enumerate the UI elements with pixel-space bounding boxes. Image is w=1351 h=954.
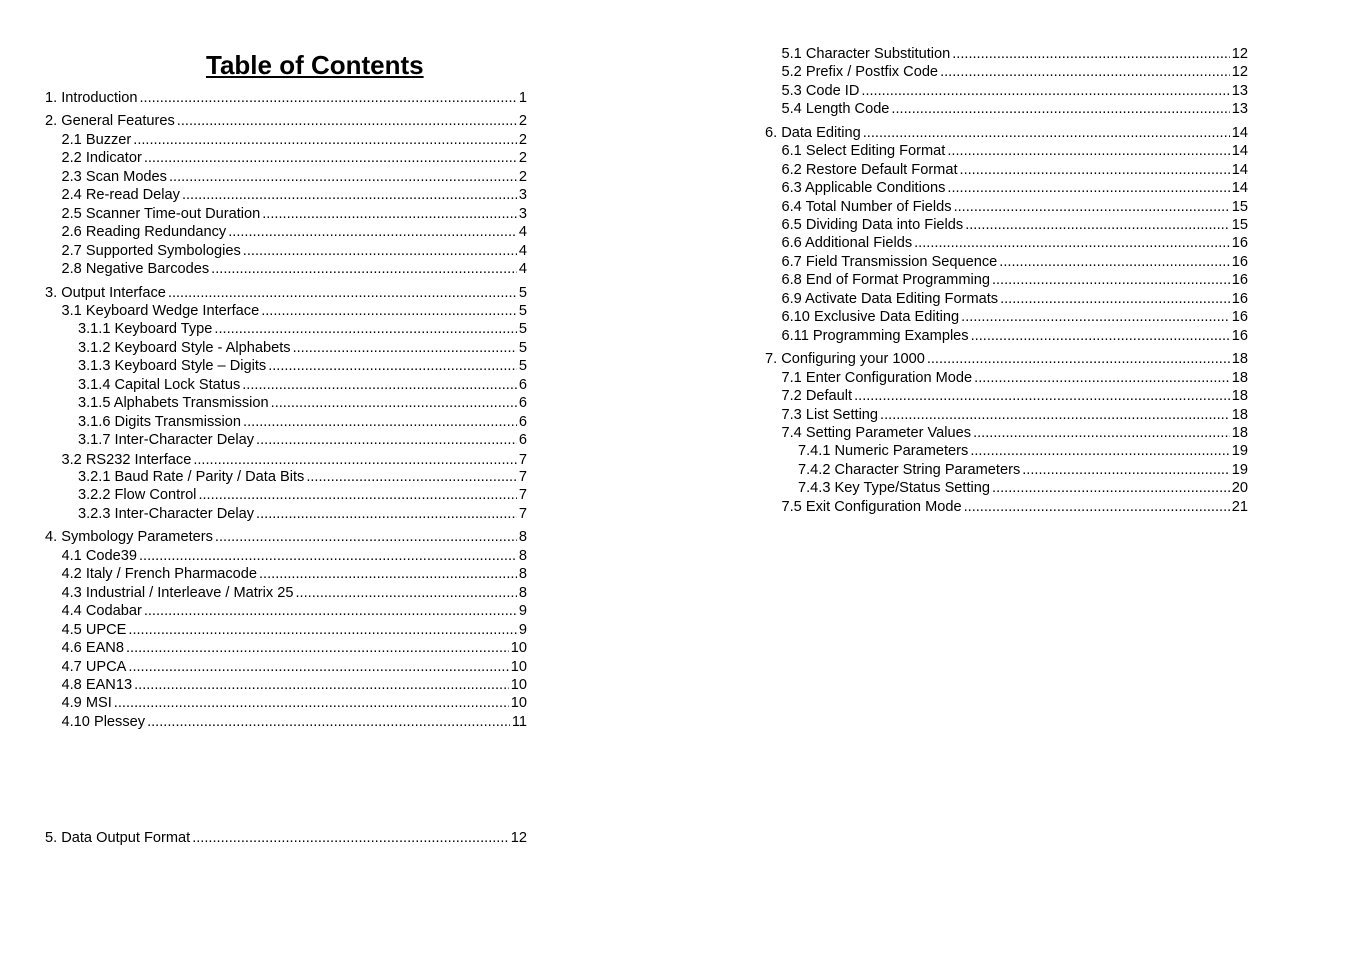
toc-entry-label: 3.2.2 Flow Control xyxy=(78,487,197,503)
toc-entry xyxy=(782,253,1249,271)
toc-entry-page-number: 10 xyxy=(510,677,527,693)
toc-entry-label: 4.6 EAN8 xyxy=(61,640,124,656)
toc-entry-page-number: 8 xyxy=(518,585,527,601)
toc-entry-page-number: 1 xyxy=(518,90,527,106)
toc-entry xyxy=(782,234,1249,252)
toc-entry-page-number: 5 xyxy=(518,340,527,356)
toc-entry-page-number: 2 xyxy=(518,132,527,148)
toc-entry xyxy=(782,271,1249,289)
toc-entry-label: 6.3 Applicable Conditions xyxy=(781,180,946,196)
toc-entry xyxy=(782,424,1249,442)
toc-entry-label: 2.3 Scan Modes xyxy=(61,169,167,185)
toc-entry-page-number: 5 xyxy=(518,303,527,319)
dot-leader xyxy=(992,271,1230,289)
dot-leader xyxy=(999,253,1229,271)
dot-leader xyxy=(974,369,1230,387)
dot-leader xyxy=(891,100,1229,118)
toc-entry-page-number: 18 xyxy=(1231,407,1248,423)
toc-entry-label: 2.5 Scanner Time-out Duration xyxy=(61,206,261,222)
toc-entry-page-number: 8 xyxy=(518,566,527,582)
toc-entry-label: 6.1 Select Editing Format xyxy=(781,143,946,159)
toc-entry-page-number: 14 xyxy=(1231,125,1248,141)
toc-entry-page-number: 14 xyxy=(1231,162,1248,178)
toc-entry-label: 4. Symbology Parameters xyxy=(45,529,213,545)
toc-entry-page-number: 19 xyxy=(1231,462,1248,478)
toc-entry-label: 3.1.4 Capital Lock Status xyxy=(78,377,241,393)
toc-entry-label: 3.1.1 Keyboard Type xyxy=(78,321,213,337)
toc-entry-page-number: 16 xyxy=(1231,328,1248,344)
toc-entry-page-number: 7 xyxy=(518,487,527,503)
toc-entry-label: 7. Configuring your 1000 xyxy=(765,351,925,367)
toc-entry-label: 4.4 Codabar xyxy=(61,603,142,619)
toc-entry-label: 3.2.1 Baud Rate / Parity / Data Bits xyxy=(78,469,305,485)
toc-entry-label: 3.1.2 Keyboard Style - Alphabets xyxy=(78,340,291,356)
toc-entry xyxy=(782,45,1249,63)
toc-entry-label: 3.1.5 Alphabets Transmission xyxy=(78,395,269,411)
toc-entry xyxy=(798,479,1248,497)
toc-entry-label: 4.8 EAN13 xyxy=(61,677,133,693)
toc-entry-label: 6.11 Programming Examples xyxy=(781,328,969,344)
toc-entry xyxy=(765,350,1248,368)
toc-entry-label: 3.1 Keyboard Wedge Interface xyxy=(61,303,260,319)
toc-entry-page-number: 19 xyxy=(1231,443,1248,459)
dot-leader xyxy=(970,442,1229,460)
toc-entry-label: 4.1 Code39 xyxy=(61,548,137,564)
toc-entry-label: 5.2 Prefix / Postfix Code xyxy=(781,64,939,80)
toc-entry-page-number: 4 xyxy=(518,224,527,240)
toc-entry-label: 7.2 Default xyxy=(781,388,853,404)
dot-leader xyxy=(1000,290,1230,308)
dot-leader xyxy=(854,387,1230,405)
toc-entry-label: 3.2.3 Inter-Character Delay xyxy=(78,506,255,522)
toc-entry-label: 2.6 Reading Redundancy xyxy=(61,224,227,240)
dot-leader xyxy=(880,406,1230,424)
toc-entry-page-number: 10 xyxy=(510,695,527,711)
toc-entry-page-number: 14 xyxy=(1231,180,1248,196)
toc-entry-label: 1. Introduction xyxy=(45,90,138,106)
toc-entry-page-number: 16 xyxy=(1231,235,1248,251)
toc-entry-label: 5.4 Length Code xyxy=(781,101,890,117)
toc-entry-page-number: 5 xyxy=(518,358,527,374)
toc-entry-page-number: 16 xyxy=(1231,309,1248,325)
toc-entry-page-number: 12 xyxy=(510,830,527,846)
dot-leader xyxy=(952,45,1230,63)
dot-leader xyxy=(992,479,1230,497)
dot-leader xyxy=(940,63,1230,81)
toc-entry-label: 3.2 RS232 Interface xyxy=(61,452,192,468)
dot-leader xyxy=(863,124,1230,142)
dot-leader xyxy=(954,198,1230,216)
toc-entry-label: 6.7 Field Transmission Sequence xyxy=(781,254,998,270)
toc-entry-page-number: 8 xyxy=(518,548,527,564)
dot-leader xyxy=(971,327,1230,345)
toc-entry-page-number: 6 xyxy=(518,414,527,430)
toc-entry xyxy=(765,124,1248,142)
toc-entry xyxy=(782,179,1249,197)
toc-entry-page-number: 9 xyxy=(518,622,527,638)
dot-leader xyxy=(947,179,1229,197)
toc-entry-page-number: 8 xyxy=(518,529,527,545)
toc-entry-page-number: 3 xyxy=(518,187,527,203)
dot-leader xyxy=(914,234,1230,252)
toc-entry-label: 7.3 List Setting xyxy=(781,407,879,423)
toc-entry-label: 4.3 Industrial / Interleave / Matrix 25 xyxy=(61,585,294,601)
toc-entry-label: 5.3 Code ID xyxy=(781,83,860,99)
toc-entry-page-number: 6 xyxy=(518,432,527,448)
toc-entry xyxy=(782,290,1249,308)
toc-entry-page-number: 18 xyxy=(1231,370,1248,386)
toc-entry-page-number: 16 xyxy=(1231,272,1248,288)
toc-entry-label: 6.2 Restore Default Format xyxy=(781,162,958,178)
dot-leader xyxy=(973,424,1230,442)
toc-entry-label: 6. Data Editing xyxy=(765,125,861,141)
toc-entry-page-number: 15 xyxy=(1231,199,1248,215)
toc-entry xyxy=(782,216,1249,234)
toc-entry xyxy=(782,387,1249,405)
dot-leader xyxy=(960,161,1230,179)
toc-entry-label: 6.10 Exclusive Data Editing xyxy=(781,309,960,325)
toc-entry-label: 5.1 Character Substitution xyxy=(781,46,951,62)
toc-entry xyxy=(782,100,1249,118)
toc-entry-page-number: 10 xyxy=(510,640,527,656)
toc-entry-page-number: 18 xyxy=(1231,351,1248,367)
dot-leader xyxy=(1022,461,1230,479)
toc-entry-label: 6.4 Total Number of Fields xyxy=(781,199,952,215)
toc-entry-page-number: 4 xyxy=(518,261,527,277)
toc-entry xyxy=(782,498,1249,516)
toc-entry-page-number: 5 xyxy=(518,285,527,301)
toc-entry-page-number: 18 xyxy=(1231,425,1248,441)
toc-entry-page-number: 2 xyxy=(518,150,527,166)
dot-leader xyxy=(961,308,1230,326)
toc-entry-label: 7.4 Setting Parameter Values xyxy=(781,425,972,441)
dot-leader xyxy=(965,216,1230,234)
toc-entry xyxy=(782,198,1249,216)
toc-entry-page-number: 11 xyxy=(511,714,527,730)
toc-entry xyxy=(782,161,1249,179)
toc-entry-label: 3. Output Interface xyxy=(45,285,166,301)
toc-entry-page-number: 12 xyxy=(1231,46,1248,62)
toc-entry-page-number: 6 xyxy=(518,377,527,393)
toc-entry-page-number: 4 xyxy=(518,243,527,259)
toc-entry-label: 5. Data Output Format xyxy=(45,830,191,846)
toc-entry-page-number: 16 xyxy=(1231,291,1248,307)
toc-entry-page-number: 9 xyxy=(518,603,527,619)
toc-entry-label: 4.2 Italy / French Pharmacode xyxy=(61,566,257,582)
toc-entry-label: 6.5 Dividing Data into Fields xyxy=(781,217,964,233)
toc-entry-label: 2.1 Buzzer xyxy=(61,132,132,148)
toc-entry-label: 3.1.6 Digits Transmission xyxy=(78,414,242,430)
toc-entry-label: 7.5 Exit Configuration Mode xyxy=(781,499,962,515)
toc-entry-label: 7.1 Enter Configuration Mode xyxy=(781,370,973,386)
toc-entry xyxy=(782,142,1249,160)
toc-entry-label: 4.10 Plessey xyxy=(61,714,146,730)
toc-entry-page-number: 13 xyxy=(1231,101,1248,117)
toc-entry-page-number: 5 xyxy=(518,321,527,337)
toc-entry-page-number: 7 xyxy=(518,506,527,522)
toc-entry xyxy=(782,369,1249,387)
toc-entry-label: 2.8 Negative Barcodes xyxy=(61,261,210,277)
toc-entry-label: 7.4.2 Character String Parameters xyxy=(798,462,1021,478)
toc-entry-page-number: 15 xyxy=(1231,217,1248,233)
toc-entry-label: 4.5 UPCE xyxy=(61,622,127,638)
toc-entry-page-number: 14 xyxy=(1231,143,1248,159)
toc-entry-label: 7.4.3 Key Type/Status Setting xyxy=(798,480,991,496)
toc-entry xyxy=(782,308,1249,326)
toc-entry-label: 2. General Features xyxy=(45,113,175,129)
toc-entry-label: 7.4.1 Numeric Parameters xyxy=(798,443,969,459)
toc-entry-page-number: 2 xyxy=(518,169,527,185)
toc-entry xyxy=(782,63,1249,81)
toc-entry-label: 4.7 UPCA xyxy=(61,659,127,675)
toc-entry-label: 3.1.7 Inter-Character Delay xyxy=(78,432,255,448)
toc-entry xyxy=(798,461,1248,479)
toc-entry-page-number: 7 xyxy=(518,452,527,468)
toc-entry-label: 2.2 Indicator xyxy=(61,150,142,166)
toc-entry-label: 6.9 Activate Data Editing Formats xyxy=(781,291,999,307)
toc-entry-label: 2.4 Re-read Delay xyxy=(61,187,180,203)
toc-entry xyxy=(798,442,1248,460)
toc-entry-page-number: 20 xyxy=(1231,480,1248,496)
dot-leader xyxy=(861,82,1229,100)
dot-leader xyxy=(947,142,1229,160)
dot-leader xyxy=(927,350,1230,368)
dot-leader xyxy=(964,498,1230,516)
toc-entry-label: 4.9 MSI xyxy=(61,695,112,711)
toc-entry-page-number: 6 xyxy=(518,395,527,411)
toc-entry-label: 6.6 Additional Fields xyxy=(781,235,913,251)
toc-entry xyxy=(782,406,1249,424)
toc-entry-page-number: 10 xyxy=(510,659,527,675)
toc-entry-page-number: 7 xyxy=(518,469,527,485)
toc-entry-label: 2.7 Supported Symbologies xyxy=(61,243,241,259)
toc-entry-page-number: 2 xyxy=(518,113,527,129)
toc-entry-page-number: 13 xyxy=(1231,83,1248,99)
toc-entry-page-number: 12 xyxy=(1231,64,1248,80)
toc-entry-label: 6.8 End of Format Programming xyxy=(781,272,990,288)
toc-entry xyxy=(782,82,1249,100)
toc-entry xyxy=(782,327,1249,345)
page-title: Table of Contents xyxy=(206,50,424,80)
toc-entry-page-number: 3 xyxy=(518,206,527,222)
toc-entry-label: 3.1.3 Keyboard Style – Digits xyxy=(78,358,267,374)
toc-entry-page-number: 21 xyxy=(1231,499,1248,515)
toc-entry-page-number: 16 xyxy=(1231,254,1248,270)
toc-entry-page-number: 18 xyxy=(1231,388,1248,404)
